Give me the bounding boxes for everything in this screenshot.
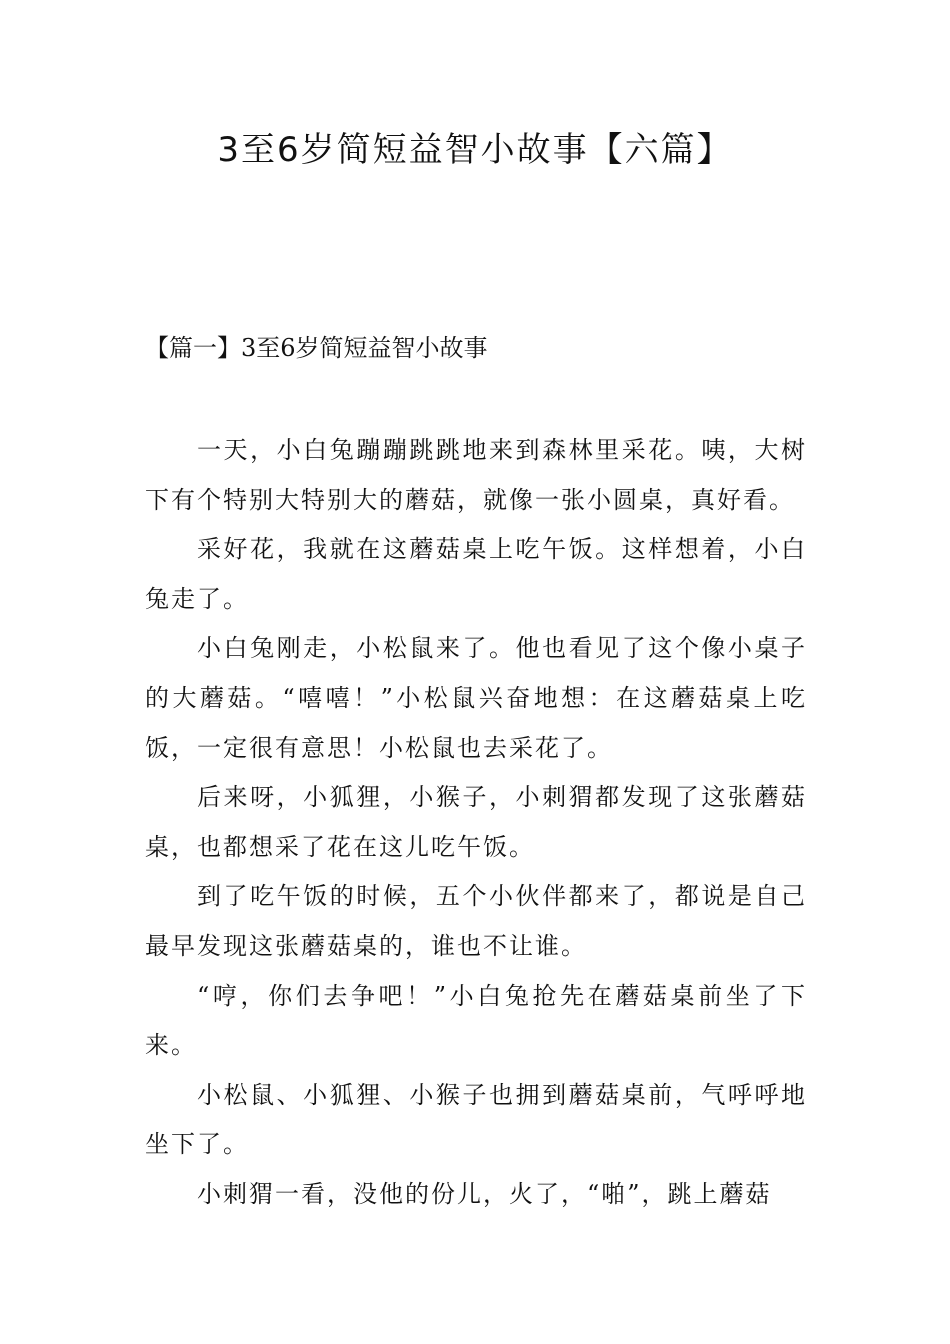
paragraph: 小刺猬一看，没他的份儿，火了，“啪”，跳上蘑菇: [197, 1179, 772, 1208]
paragraph: 小松鼠、小狐狸、小猴子也拥到蘑菇桌前，气呼呼地坐下了。: [145, 1080, 807, 1159]
paragraph: 采好花，我就在这蘑菇桌上吃午饭。这样想着，小白兔走了。: [145, 535, 807, 613]
page-title: 3至6岁简短益智小故事【六篇】: [217, 130, 733, 170]
paragraph: “哼，你们去争吧！”小白兔抢先在蘑菇桌前坐了下来。: [145, 981, 807, 1060]
paragraph: 到了吃午饭的时候，五个小伙伴都来了，都说是自己最早发现这张蘑菇桌的，谁也不让谁。: [145, 882, 807, 960]
paragraph: 小白兔刚走，小松鼠来了。他也看见了这个像小桌子的大蘑菇。“嘻嘻！”小松鼠兴奋地想：在这蘑菇桌上吃饭，一定很有意思！小松鼠也去采花了。: [145, 634, 807, 762]
section-heading: 【篇一】3至6岁简短益智小故事: [145, 334, 488, 362]
story-body: [145, 426, 807, 1220]
paragraph: 一天，小白兔蹦蹦跳跳地来到森林里采花。咦，大树下有个特别大特别大的蘑菇，就像一张小圆桌，真好看。: [145, 436, 807, 514]
paragraph: 后来呀，小狐狸，小猴子，小刺猬都发现了这张蘑菇桌，也都想采了花在这儿吃午饭。: [145, 783, 807, 861]
